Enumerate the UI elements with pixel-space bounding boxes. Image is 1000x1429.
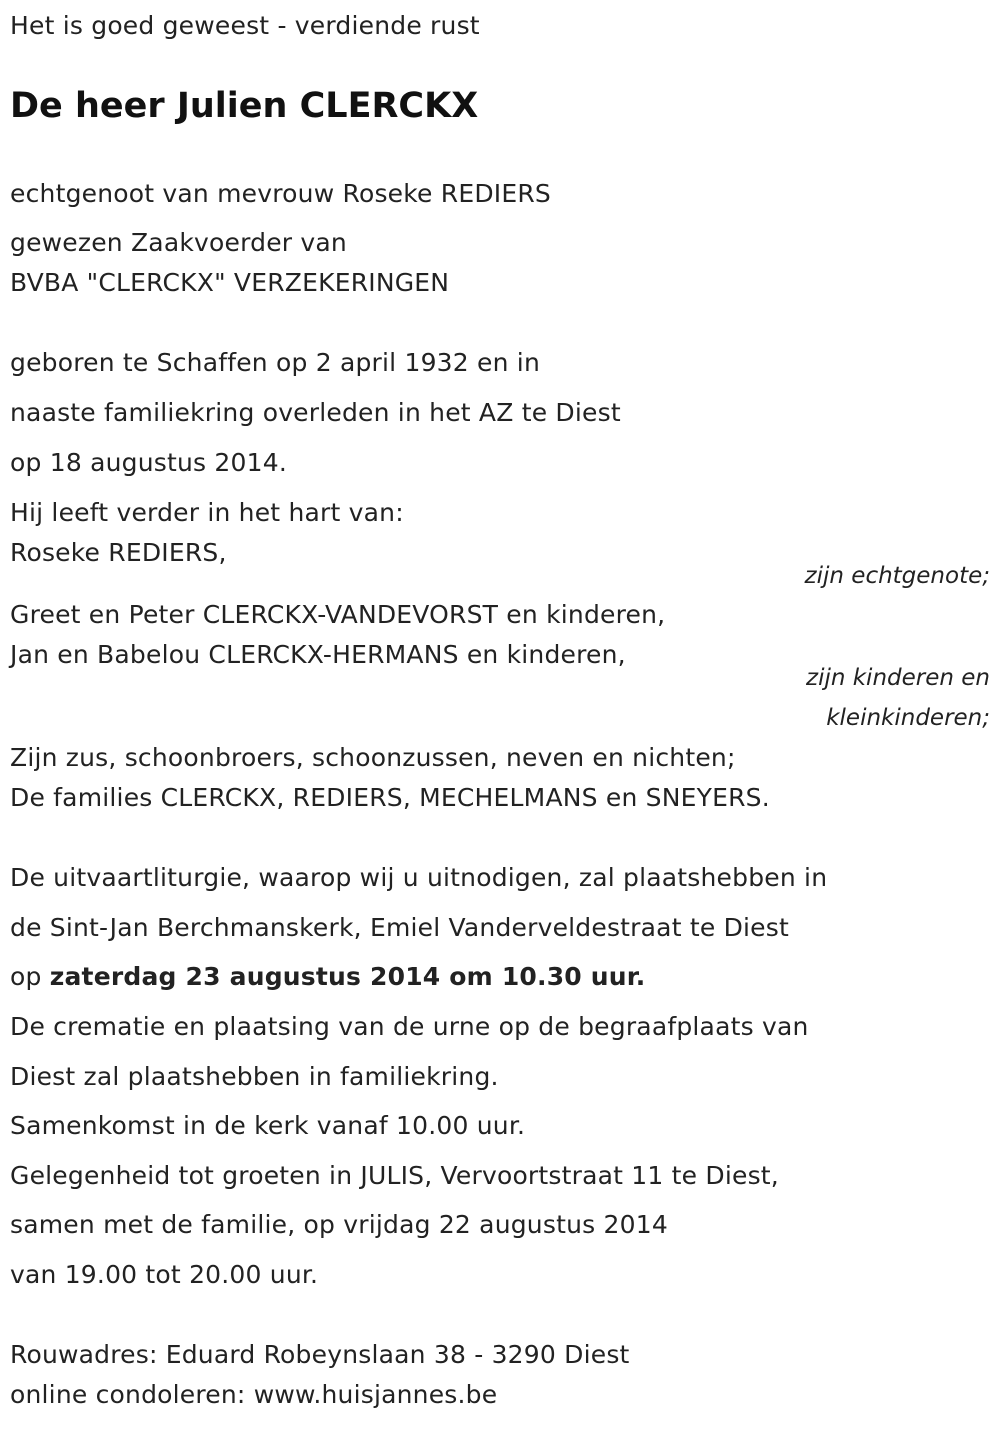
visit-line-2: samen met de familie, op vrijdag 22 augustus 2014 — [10, 1210, 668, 1239]
survivor-child-1: Greet en Peter CLERCKX-VANDEVORST en kinderen, — [10, 600, 666, 629]
children-role-line-2: kleinkinderen; — [826, 705, 990, 731]
birth-death-line-2: naaste familiekring overleden in het AZ te Diest — [10, 398, 621, 427]
spouse-line: echtgenoot van mevrouw Roseke REDIERS — [10, 179, 551, 208]
cremation-line-2: Diest zal plaatshebben in familiekring. — [10, 1062, 499, 1091]
children-role-line-1: zijn kinderen en — [806, 665, 990, 691]
funeral-line-2: de Sint-Jan Berchmanskerk, Emiel Vanderveldestraat te Diest — [10, 913, 789, 942]
survivor-relatives: Zijn zus, schoonbroers, schoonzussen, neven en nichten; — [10, 743, 736, 772]
motto-text: Het is goed geweest - verdiende rust — [10, 11, 480, 40]
role-line-2: BVBA "CLERCKX" VERZEKERINGEN — [10, 268, 450, 297]
visit-line-1: Gelegenheid tot groeten in JULIS, Vervoortstraat 11 te Diest, — [10, 1161, 779, 1190]
funeral-date-time: zaterdag 23 augustus 2014 om 10.30 uur. — [49, 962, 646, 991]
page-title: De heer Julien CLERCKX — [10, 86, 479, 126]
visit-line-3: van 19.00 tot 20.00 uur. — [10, 1260, 319, 1289]
funeral-line-3-prefix: op — [10, 962, 50, 991]
survivor-spouse-role: zijn echtgenote; — [804, 563, 990, 589]
cremation-line-1: De crematie en plaatsing van de urne op de begraafplaats van — [10, 1012, 809, 1041]
survivor-families: De families CLERCKX, REDIERS, MECHELMANS en SNEYERS. — [10, 783, 770, 812]
funeral-line-3 — [10, 961, 645, 993]
survivor-child-2: Jan en Babelou CLERCKX-HERMANS en kinderen, — [10, 640, 626, 669]
survivors-heading: Hij leeft verder in het hart van: — [10, 498, 404, 527]
mourning-address: Rouwadres: Eduard Robeynslaan 38 - 3290 Diest — [10, 1340, 630, 1369]
survivor-spouse-name: Roseke REDIERS, — [10, 538, 227, 567]
online-condolences: online condoleren: www.huisjannes.be — [10, 1380, 498, 1409]
birth-death-line-3: op 18 augustus 2014. — [10, 448, 287, 477]
role-line-1: gewezen Zaakvoerder van — [10, 228, 347, 257]
birth-death-line-1: geboren te Schaffen op 2 april 1932 en in — [10, 348, 541, 377]
gathering-line: Samenkomst in de kerk vanaf 10.00 uur. — [10, 1111, 526, 1140]
funeral-line-1: De uitvaartliturgie, waarop wij u uitnodigen, zal plaatshebben in — [10, 863, 828, 892]
